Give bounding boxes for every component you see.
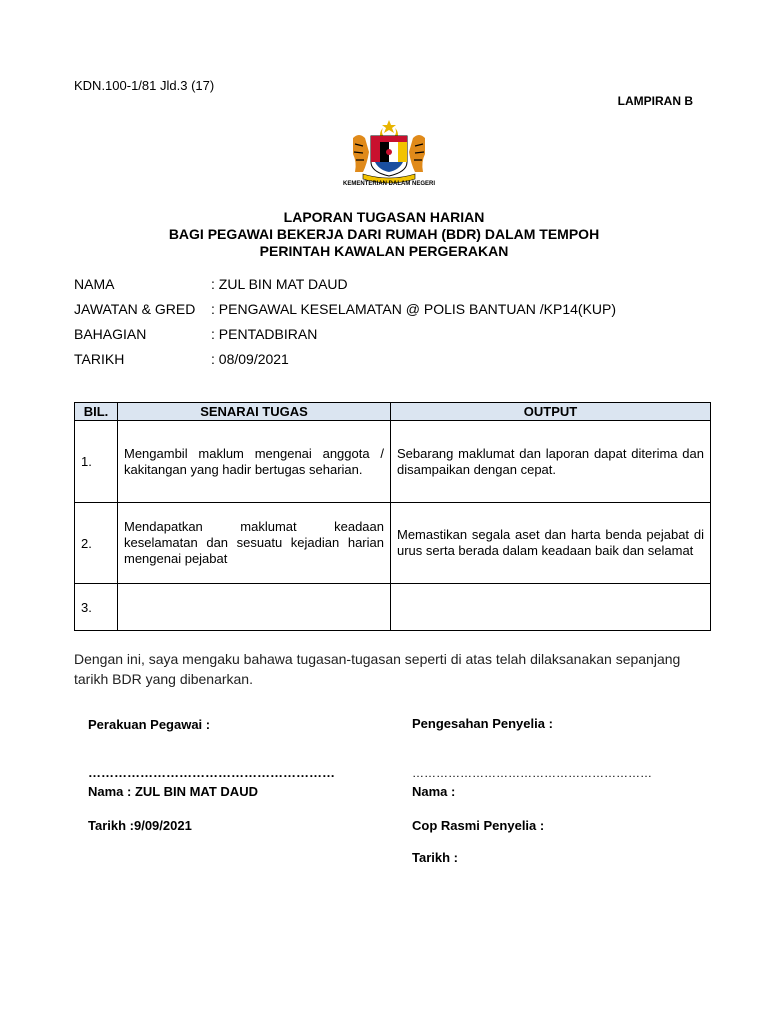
- document-title-line-2: BAGI PEGAWAI BEKERJA DARI RUMAH (BDR) DALAM TEMPOH: [168, 226, 600, 242]
- info-value-date: : 08/09/2021: [211, 351, 289, 367]
- info-value-position: : PENGAWAL KESELAMATAN @ POLIS BANTUAN /KP14(KUP): [211, 301, 617, 317]
- row-number: 2.: [75, 503, 118, 584]
- table-row: [75, 584, 711, 631]
- info-label-date: TARIKH: [74, 351, 125, 367]
- info-label-department: BAHAGIAN: [74, 326, 147, 342]
- officer-signature-line: …………………………………………………: [88, 765, 335, 780]
- supervisor-date: Tarikh :: [412, 850, 458, 865]
- officer-heading: Perakuan Pegawai :: [88, 717, 211, 732]
- supervisor-name: Nama :: [412, 784, 456, 799]
- declaration-text: Dengan ini, saya mengaku bahawa tugasan-tugasan seperti di atas telah dilaksanakan sepanjang tarikh BDR yang dibenarkan.: [74, 651, 681, 687]
- table-header-row: [75, 403, 711, 421]
- column-header-number: BIL.: [75, 403, 118, 421]
- crest-caption: KEMENTERIAN DALAM NEGERI: [342, 181, 435, 187]
- task-table: [74, 402, 711, 631]
- supervisor-signature-line: ……………………………………………………: [412, 766, 652, 780]
- task-output: Memastikan segala aset dan harta benda pejabat di urus serta berada dalam keadaan baik dan selamat: [391, 503, 711, 584]
- info-value-department: : PENTADBIRAN: [211, 326, 318, 342]
- table-row: [75, 421, 711, 503]
- row-number: 1.: [75, 421, 118, 503]
- task-description: [118, 584, 391, 631]
- appendix-label: LAMPIRAN B: [617, 94, 693, 108]
- task-description: Mendapatkan maklumat keadaan keselamatan dan sesuatu kejadian harian mengenai pejabat: [118, 503, 391, 584]
- info-label-position: JAWATAN & GRED: [74, 301, 196, 317]
- reference-number: KDN.100-1/81 Jld.3 (17): [74, 78, 215, 93]
- task-output: Sebarang maklumat dan laporan dapat diterima dan disampaikan dengan cepat.: [391, 421, 711, 503]
- column-header-task-list: SENARAI TUGAS: [118, 403, 391, 421]
- table-row: [75, 503, 711, 584]
- document-title-line-1: LAPORAN TUGASAN HARIAN: [283, 209, 485, 225]
- task-description: Mengambil maklum mengenai anggota / kakitangan yang hadir bertugas seharian.: [118, 421, 391, 503]
- column-header-output: OUTPUT: [391, 403, 711, 421]
- document-title-line-3: PERINTAH KAWALAN PERGERAKAN: [259, 243, 509, 259]
- info-value-name: : ZUL BIN MAT DAUD: [211, 276, 348, 292]
- supervisor-heading: Pengesahan Penyelia :: [412, 716, 553, 731]
- officer-name: Nama : ZUL BIN MAT DAUD: [88, 784, 258, 799]
- supervisor-official-stamp: Cop Rasmi Penyelia :: [412, 818, 545, 833]
- task-output: [391, 584, 711, 631]
- row-number: 3.: [75, 584, 118, 631]
- officer-date: Tarikh :9/09/2021: [88, 818, 192, 833]
- info-label-name: NAMA: [74, 276, 115, 292]
